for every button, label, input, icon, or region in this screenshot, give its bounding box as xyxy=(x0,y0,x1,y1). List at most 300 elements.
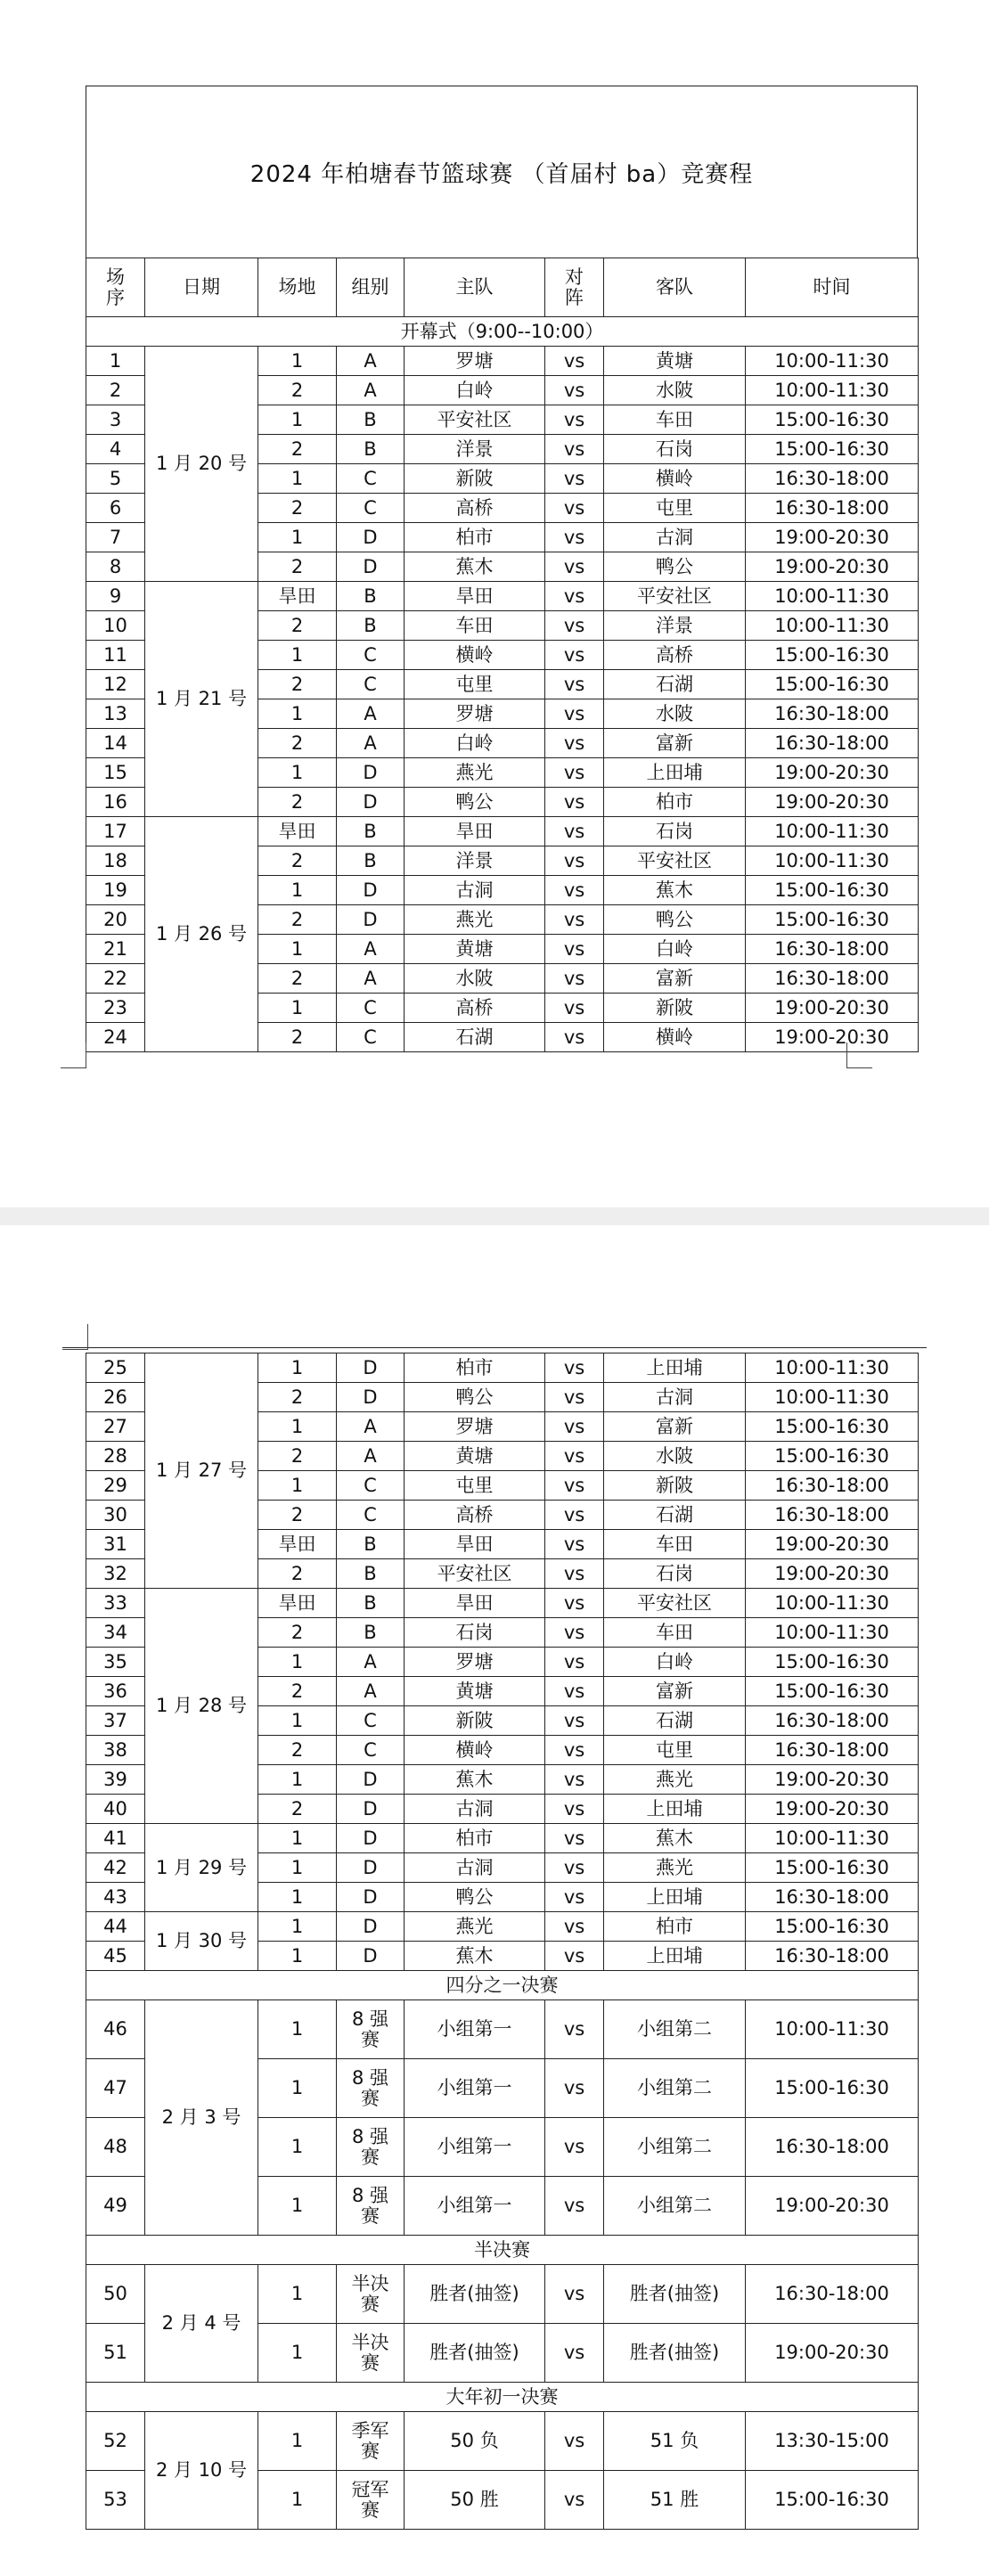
versus: vs xyxy=(545,1795,604,1824)
col-header-changxu xyxy=(86,258,145,317)
cell-line: 场 xyxy=(106,266,125,289)
game-number: 17 xyxy=(86,817,145,846)
venue: 1 xyxy=(258,641,337,670)
col-header-date: 日期 xyxy=(145,258,258,317)
home-team: 黄塘 xyxy=(405,1442,545,1471)
game-number: 21 xyxy=(86,935,145,964)
home-team: 旱田 xyxy=(405,1589,545,1618)
group: D xyxy=(337,876,405,905)
away-team: 上田埔 xyxy=(604,1942,746,1971)
versus: vs xyxy=(545,846,604,876)
game-number: 39 xyxy=(86,1765,145,1795)
header-row xyxy=(86,258,919,317)
venue: 1 xyxy=(258,699,337,729)
home-team: 蕉木 xyxy=(405,1765,545,1795)
venue: 2 xyxy=(258,435,337,464)
game-time: 19:00-20:30 xyxy=(746,1795,919,1824)
versus: vs xyxy=(545,964,604,994)
versus: vs xyxy=(545,788,604,817)
group: B xyxy=(337,611,405,641)
away-team: 石湖 xyxy=(604,670,746,699)
group: A xyxy=(337,347,405,376)
home-team: 小组第一 xyxy=(405,2118,545,2177)
venue: 2 xyxy=(258,376,337,405)
away-team: 白岭 xyxy=(604,935,746,964)
game-date: 2 月 4 号 xyxy=(145,2265,258,2383)
document-page-2 xyxy=(0,1225,989,2576)
game-number: 43 xyxy=(86,1883,145,1912)
group: A xyxy=(337,935,405,964)
venue: 2 xyxy=(258,1736,337,1765)
cell-line: 赛 xyxy=(361,2498,380,2521)
game-number: 11 xyxy=(86,641,145,670)
versus: vs xyxy=(545,494,604,523)
section-row xyxy=(86,317,919,347)
game-number: 32 xyxy=(86,1559,145,1589)
table-row xyxy=(86,2412,919,2471)
game-time: 10:00-11:30 xyxy=(746,2000,919,2059)
game-number: 6 xyxy=(86,494,145,523)
venue: 1 xyxy=(258,464,337,494)
home-team: 柏市 xyxy=(405,1824,545,1853)
group: C xyxy=(337,494,405,523)
game-number: 34 xyxy=(86,1618,145,1648)
col-header-group: 组别 xyxy=(337,258,405,317)
versus: vs xyxy=(545,1589,604,1618)
away-team: 小组第二 xyxy=(604,2177,746,2236)
away-team: 屯里 xyxy=(604,1736,746,1765)
away-team: 鸭公 xyxy=(604,905,746,935)
game-date: 1 月 26 号 xyxy=(145,817,258,1052)
venue: 1 xyxy=(258,1853,337,1883)
away-team: 平安社区 xyxy=(604,582,746,611)
group: A xyxy=(337,1677,405,1706)
home-team: 燕光 xyxy=(405,758,545,788)
venue: 1 xyxy=(258,405,337,435)
versus: vs xyxy=(545,464,604,494)
game-time: 19:00-20:30 xyxy=(746,523,919,552)
group: B xyxy=(337,435,405,464)
game-number: 18 xyxy=(86,846,145,876)
venue: 2 xyxy=(258,1677,337,1706)
versus: vs xyxy=(545,435,604,464)
game-time: 10:00-11:30 xyxy=(746,1383,919,1412)
away-team: 平安社区 xyxy=(604,1589,746,1618)
col-header-venue: 场地 xyxy=(258,258,337,317)
versus: vs xyxy=(545,1383,604,1412)
section-row xyxy=(86,2236,919,2265)
away-team: 高桥 xyxy=(604,641,746,670)
versus: vs xyxy=(545,1559,604,1589)
game-number: 41 xyxy=(86,1824,145,1853)
away-team: 车田 xyxy=(604,1530,746,1559)
venue: 2 xyxy=(258,494,337,523)
versus: vs xyxy=(545,876,604,905)
away-team: 柏市 xyxy=(604,788,746,817)
group: D xyxy=(337,905,405,935)
game-time: 15:00-16:30 xyxy=(746,1648,919,1677)
game-time: 10:00-11:30 xyxy=(746,1824,919,1853)
venue: 2 xyxy=(258,905,337,935)
away-team: 胜者(抽签) xyxy=(604,2265,746,2324)
away-team: 水陂 xyxy=(604,699,746,729)
table-row xyxy=(86,347,919,376)
versus: vs xyxy=(545,2471,604,2530)
col-header-home: 主队 xyxy=(405,258,545,317)
group xyxy=(337,2118,405,2177)
table-row xyxy=(86,817,919,846)
home-team: 柏市 xyxy=(405,523,545,552)
home-team: 蕉木 xyxy=(405,1942,545,1971)
away-team: 平安社区 xyxy=(604,846,746,876)
away-team: 蕉木 xyxy=(604,1824,746,1853)
away-team: 屯里 xyxy=(604,494,746,523)
venue: 1 xyxy=(258,2324,337,2383)
game-number: 23 xyxy=(86,994,145,1023)
group: D xyxy=(337,1765,405,1795)
versus: vs xyxy=(545,1706,604,1736)
cell-line: 季军 xyxy=(351,2420,389,2442)
group: B xyxy=(337,1589,405,1618)
versus: vs xyxy=(545,1471,604,1501)
cell-line: 赛 xyxy=(361,2293,380,2315)
table-row xyxy=(86,1589,919,1618)
away-team: 车田 xyxy=(604,1618,746,1648)
versus: vs xyxy=(545,1765,604,1795)
home-team: 白岭 xyxy=(405,376,545,405)
home-team: 石湖 xyxy=(405,1023,545,1052)
away-team: 燕光 xyxy=(604,1853,746,1883)
group: A xyxy=(337,964,405,994)
venue: 2 xyxy=(258,964,337,994)
game-time: 16:30-18:00 xyxy=(746,1471,919,1501)
cell-line: 序 xyxy=(106,286,125,308)
game-time: 16:30-18:00 xyxy=(746,1706,919,1736)
home-team: 燕光 xyxy=(405,905,545,935)
group: B xyxy=(337,1559,405,1589)
versus: vs xyxy=(545,758,604,788)
home-team: 高桥 xyxy=(405,994,545,1023)
home-team: 屯里 xyxy=(405,670,545,699)
group: B xyxy=(337,846,405,876)
home-team: 横岭 xyxy=(405,1736,545,1765)
venue: 1 xyxy=(258,2177,337,2236)
venue: 1 xyxy=(258,876,337,905)
game-date: 1 月 30 号 xyxy=(145,1912,258,1971)
game-time: 19:00-20:30 xyxy=(746,1765,919,1795)
group: D xyxy=(337,1853,405,1883)
home-team: 车田 xyxy=(405,611,545,641)
game-time: 15:00-16:30 xyxy=(746,905,919,935)
game-time: 16:30-18:00 xyxy=(746,935,919,964)
venue: 1 xyxy=(258,347,337,376)
home-team: 胜者(抽签) xyxy=(405,2324,545,2383)
group: D xyxy=(337,1353,405,1383)
group: B xyxy=(337,1618,405,1648)
versus: vs xyxy=(545,2412,604,2471)
group: D xyxy=(337,1824,405,1853)
venue: 1 xyxy=(258,1765,337,1795)
versus: vs xyxy=(545,552,604,582)
versus: vs xyxy=(545,1023,604,1052)
game-time: 16:30-18:00 xyxy=(746,729,919,758)
group: D xyxy=(337,1883,405,1912)
away-team: 水陂 xyxy=(604,1442,746,1471)
venue: 1 xyxy=(258,2059,337,2118)
group: A xyxy=(337,1648,405,1677)
home-team: 小组第一 xyxy=(405,2000,545,2059)
title-box xyxy=(86,86,918,258)
schedule-table-page-1 xyxy=(86,258,919,1052)
group: A xyxy=(337,1442,405,1471)
group: C xyxy=(337,1471,405,1501)
table-row xyxy=(86,1912,919,1942)
game-number: 12 xyxy=(86,670,145,699)
versus: vs xyxy=(545,1353,604,1383)
game-time: 16:30-18:00 xyxy=(746,2118,919,2177)
home-team: 白岭 xyxy=(405,729,545,758)
away-team: 石湖 xyxy=(604,1706,746,1736)
home-team: 古洞 xyxy=(405,1795,545,1824)
versus: vs xyxy=(545,699,604,729)
home-team: 小组第一 xyxy=(405,2059,545,2118)
game-time: 10:00-11:30 xyxy=(746,817,919,846)
game-time: 15:00-16:30 xyxy=(746,435,919,464)
home-team: 高桥 xyxy=(405,494,545,523)
venue: 2 xyxy=(258,1501,337,1530)
away-team: 水陂 xyxy=(604,376,746,405)
game-time: 16:30-18:00 xyxy=(746,2265,919,2324)
game-number: 33 xyxy=(86,1589,145,1618)
game-time: 19:00-20:30 xyxy=(746,758,919,788)
away-team: 富新 xyxy=(604,1677,746,1706)
group: C xyxy=(337,641,405,670)
venue: 旱田 xyxy=(258,817,337,846)
game-time: 15:00-16:30 xyxy=(746,2471,919,2530)
venue: 1 xyxy=(258,2412,337,2471)
away-team: 胜者(抽签) xyxy=(604,2324,746,2383)
away-team: 上田埔 xyxy=(604,1353,746,1383)
section-row xyxy=(86,2383,919,2412)
away-team: 上田埔 xyxy=(604,758,746,788)
game-time: 10:00-11:30 xyxy=(746,1589,919,1618)
cell-line: 赛 xyxy=(361,2204,380,2227)
away-team: 51 负 xyxy=(604,2412,746,2471)
game-time: 16:30-18:00 xyxy=(746,494,919,523)
home-team: 黄塘 xyxy=(405,935,545,964)
away-team: 新陂 xyxy=(604,994,746,1023)
versus: vs xyxy=(545,641,604,670)
versus: vs xyxy=(545,347,604,376)
group: B xyxy=(337,1530,405,1559)
versus: vs xyxy=(545,582,604,611)
versus: vs xyxy=(545,376,604,405)
versus: vs xyxy=(545,994,604,1023)
page-corner-mark xyxy=(846,1043,872,1068)
group: D xyxy=(337,1383,405,1412)
venue: 2 xyxy=(258,1795,337,1824)
venue: 2 xyxy=(258,1559,337,1589)
game-time: 16:30-18:00 xyxy=(746,1501,919,1530)
game-time: 15:00-16:30 xyxy=(746,1442,919,1471)
cell-line: 赛 xyxy=(361,2087,380,2109)
away-team: 洋景 xyxy=(604,611,746,641)
game-number: 48 xyxy=(86,2118,145,2177)
venue: 1 xyxy=(258,1824,337,1853)
versus: vs xyxy=(545,935,604,964)
venue: 2 xyxy=(258,1618,337,1648)
group: A xyxy=(337,699,405,729)
game-time: 19:00-20:30 xyxy=(746,1530,919,1559)
venue: 1 xyxy=(258,935,337,964)
versus: vs xyxy=(545,2324,604,2383)
game-number: 5 xyxy=(86,464,145,494)
home-team: 平安社区 xyxy=(405,1559,545,1589)
home-team: 平安社区 xyxy=(405,405,545,435)
game-time: 15:00-16:30 xyxy=(746,641,919,670)
cell-line: 半决 xyxy=(351,2273,389,2295)
game-number: 14 xyxy=(86,729,145,758)
game-time: 19:00-20:30 xyxy=(746,1023,919,1052)
away-team: 古洞 xyxy=(604,1383,746,1412)
home-team: 横岭 xyxy=(405,641,545,670)
game-time: 15:00-16:30 xyxy=(746,1853,919,1883)
col-header-duizhen xyxy=(545,258,604,317)
game-number: 15 xyxy=(86,758,145,788)
group xyxy=(337,2177,405,2236)
game-number: 27 xyxy=(86,1412,145,1442)
game-time: 10:00-11:30 xyxy=(746,1353,919,1383)
venue: 1 xyxy=(258,1912,337,1942)
game-number: 38 xyxy=(86,1736,145,1765)
versus: vs xyxy=(545,1530,604,1559)
section-title: 四分之一决赛 xyxy=(86,1971,919,2000)
game-number: 40 xyxy=(86,1795,145,1824)
cell-line: 赛 xyxy=(361,2146,380,2168)
group: D xyxy=(337,552,405,582)
venue: 旱田 xyxy=(258,1589,337,1618)
versus: vs xyxy=(545,1736,604,1765)
home-team: 新陂 xyxy=(405,464,545,494)
game-number: 13 xyxy=(86,699,145,729)
home-team: 罗塘 xyxy=(405,699,545,729)
home-team: 鸭公 xyxy=(405,788,545,817)
group: D xyxy=(337,788,405,817)
group: C xyxy=(337,994,405,1023)
game-date: 1 月 29 号 xyxy=(145,1824,258,1912)
away-team: 富新 xyxy=(604,964,746,994)
venue: 1 xyxy=(258,1648,337,1677)
game-time: 15:00-16:30 xyxy=(746,670,919,699)
table-row xyxy=(86,582,919,611)
away-team: 石湖 xyxy=(604,1501,746,1530)
home-team: 洋景 xyxy=(405,435,545,464)
game-number: 9 xyxy=(86,582,145,611)
group xyxy=(337,2059,405,2118)
away-team: 古洞 xyxy=(604,523,746,552)
venue: 1 xyxy=(258,2265,337,2324)
home-team: 50 负 xyxy=(405,2412,545,2471)
table-row xyxy=(86,1353,919,1383)
venue: 1 xyxy=(258,758,337,788)
group xyxy=(337,2265,405,2324)
game-number: 24 xyxy=(86,1023,145,1052)
cell-line: 半决 xyxy=(351,2332,389,2354)
game-time: 19:00-20:30 xyxy=(746,1559,919,1589)
venue: 1 xyxy=(258,1471,337,1501)
group xyxy=(337,2412,405,2471)
away-team: 鸭公 xyxy=(604,552,746,582)
game-number: 20 xyxy=(86,905,145,935)
group: C xyxy=(337,1706,405,1736)
group: C xyxy=(337,1501,405,1530)
venue: 1 xyxy=(258,1706,337,1736)
group: B xyxy=(337,817,405,846)
versus: vs xyxy=(545,611,604,641)
game-number: 7 xyxy=(86,523,145,552)
game-number: 4 xyxy=(86,435,145,464)
group: D xyxy=(337,1795,405,1824)
game-number: 53 xyxy=(86,2471,145,2530)
venue: 1 xyxy=(258,994,337,1023)
game-date: 1 月 21 号 xyxy=(145,582,258,817)
cell-line: 8 强 xyxy=(351,2126,389,2148)
versus: vs xyxy=(545,405,604,435)
group xyxy=(337,2000,405,2059)
venue: 2 xyxy=(258,552,337,582)
game-number: 30 xyxy=(86,1501,145,1530)
game-number: 19 xyxy=(86,876,145,905)
away-team: 横岭 xyxy=(604,464,746,494)
game-number: 1 xyxy=(86,347,145,376)
cell-line: 8 强 xyxy=(351,2008,389,2031)
away-team: 小组第二 xyxy=(604,2000,746,2059)
home-team: 新陂 xyxy=(405,1706,545,1736)
versus: vs xyxy=(545,1824,604,1853)
group: D xyxy=(337,758,405,788)
away-team: 横岭 xyxy=(604,1023,746,1052)
away-team: 小组第二 xyxy=(604,2118,746,2177)
home-team: 燕光 xyxy=(405,1912,545,1942)
venue: 1 xyxy=(258,523,337,552)
game-time: 13:30-15:00 xyxy=(746,2412,919,2471)
versus: vs xyxy=(545,1442,604,1471)
game-time: 19:00-20:30 xyxy=(746,552,919,582)
away-team: 蕉木 xyxy=(604,876,746,905)
game-date: 1 月 20 号 xyxy=(145,347,258,582)
page-corner-mark xyxy=(61,1043,86,1068)
game-number: 37 xyxy=(86,1706,145,1736)
game-number: 16 xyxy=(86,788,145,817)
home-team: 屯里 xyxy=(405,1471,545,1501)
game-date: 1 月 28 号 xyxy=(145,1589,258,1824)
game-date: 2 月 3 号 xyxy=(145,2000,258,2236)
cell-line: 赛 xyxy=(361,2028,380,2050)
table-row xyxy=(86,2000,919,2059)
venue: 2 xyxy=(258,1383,337,1412)
page-gap xyxy=(0,1207,989,1225)
home-team: 罗塘 xyxy=(405,347,545,376)
away-team: 车田 xyxy=(604,405,746,435)
game-number: 46 xyxy=(86,2000,145,2059)
game-time: 10:00-11:30 xyxy=(746,582,919,611)
home-team: 蕉木 xyxy=(405,552,545,582)
page-corner-mark xyxy=(62,1324,88,1350)
home-team: 鸭公 xyxy=(405,1383,545,1412)
versus: vs xyxy=(545,1883,604,1912)
venue: 1 xyxy=(258,2471,337,2530)
game-time: 19:00-20:30 xyxy=(746,994,919,1023)
